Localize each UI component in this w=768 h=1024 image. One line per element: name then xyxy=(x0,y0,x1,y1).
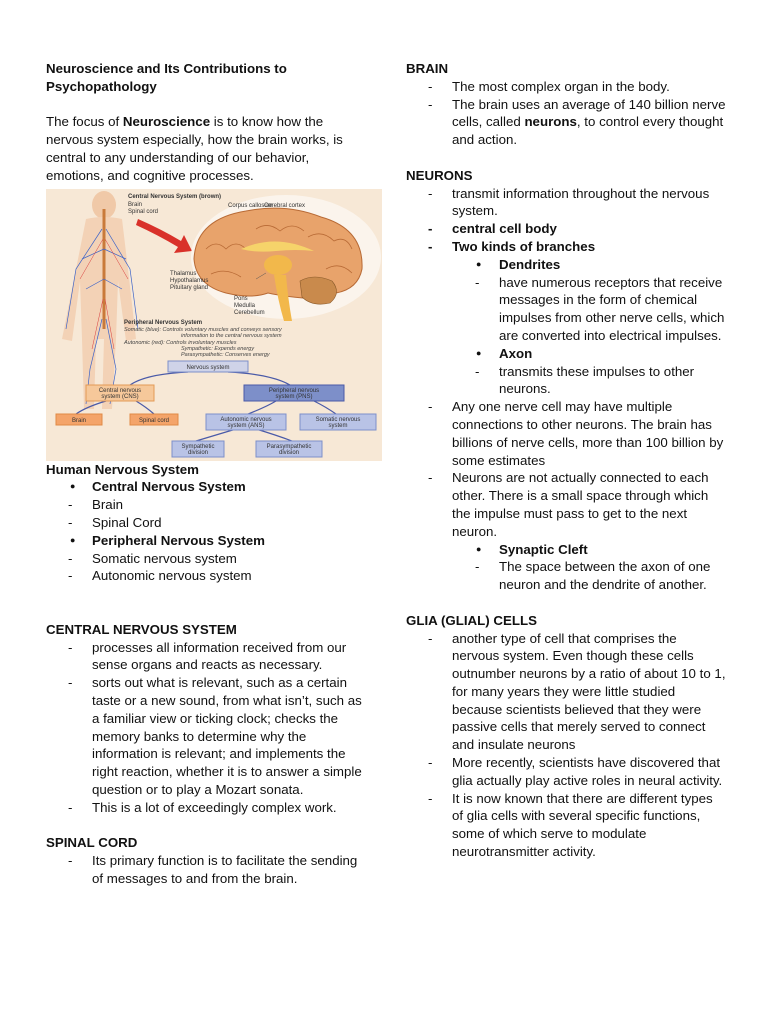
list-item: - More recently, scientists have discovered that glia actually play active roles in neural activity. xyxy=(406,754,726,790)
list-item: ● Synaptic Cleft xyxy=(406,541,726,559)
list-item: - central cell body xyxy=(406,220,726,238)
pituitary-label: Pituitary gland xyxy=(170,284,209,291)
somatic-description-line-1: Somatic (blue): Controls voluntary muscles and conveys sensory xyxy=(124,326,282,333)
pns-box-label-1: Peripheral nervous xyxy=(268,387,320,394)
flowchart-connectors xyxy=(76,372,336,441)
cns-box-label-1: Central nervous xyxy=(98,387,142,394)
intro-text: The focus of xyxy=(46,114,123,130)
list-item: - Spinal Cord xyxy=(46,514,366,532)
autonomic-description-line-2: Sympathetic: Expends energy xyxy=(181,345,255,352)
brain-heading: BRAIN xyxy=(406,61,449,76)
list-item: - Brain xyxy=(46,496,366,514)
list-item: - transmits these impulses to other neurons. xyxy=(406,363,726,399)
medulla-label: Medulla xyxy=(234,302,256,309)
title-line-1: Neuroscience and Its Contributions to xyxy=(46,61,287,76)
list-item: - Neurons are not actually connected to each other. There is a small space through which the impulse must pass to get to the next neuron. xyxy=(406,469,726,540)
sympathetic-box-label-2: division xyxy=(187,449,209,456)
list-item: - The space between the axon of one neuron and the dendrite of another. xyxy=(406,558,726,594)
somatic-description-line-2: information to the central nervous system xyxy=(181,332,282,339)
glia-heading: GLIA (GLIAL) CELLS xyxy=(406,612,537,628)
thalamus-label: Thalamus xyxy=(170,270,197,277)
human-nervous-system-heading: Human Nervous System xyxy=(46,461,199,477)
cns-figure-title: Central Nervous System (brown) xyxy=(128,193,222,200)
title-line-2: Psychopathology xyxy=(46,78,157,94)
nervous-system-illustration xyxy=(46,189,382,461)
neurons-list xyxy=(406,185,726,594)
autonomic-description-line-3: Parasympathetic: Conserves energy xyxy=(181,351,270,358)
human-body-illustration xyxy=(62,191,138,409)
cerebellum-label: Cerebellum xyxy=(234,309,265,316)
list-item: - This is a lot of exceedingly complex work. xyxy=(46,799,366,817)
brain-label: Brain xyxy=(128,201,143,208)
list-item: - Its primary function is to facilitate the sending of messages to and from the brain. xyxy=(46,852,366,888)
left-column xyxy=(46,60,366,888)
brain-box-label: Brain xyxy=(71,417,87,424)
pns-figure-title: Peripheral Nervous System xyxy=(124,319,203,326)
autonomic-description-line-1: Autonomic (red): Controls involuntary muscles xyxy=(124,339,237,346)
hypothalamus-label: Hypothalamus xyxy=(170,277,209,284)
corpus-callosum-label: Corpus callosum xyxy=(228,202,273,209)
list-item: ● Central Nervous System xyxy=(46,478,366,496)
intro-paragraph xyxy=(46,113,366,184)
brain-list xyxy=(406,78,726,149)
cns-list xyxy=(46,639,366,817)
somatic-box-label-1: Somatic nervous xyxy=(315,416,361,423)
list-item: ● Axon xyxy=(406,345,726,363)
ans-box-label-1: Autonomic nervous xyxy=(220,416,272,423)
spinal-cord-label: Spinal cord xyxy=(128,208,159,215)
list-item: - another type of cell that comprises the nervous system. Even though these cells outnumber neurons by a ratio of about 10 to 1, for many years they were little studied because scientists believed that they were passive cells that merely served to connect and insulate neurons xyxy=(406,630,726,755)
pns-box-label-2: system (PNS) xyxy=(275,393,313,400)
nervous-system-box-label: Nervous system xyxy=(186,364,230,371)
nervous-system-figure xyxy=(46,189,382,461)
list-item-text-rest: , to control every thought and action. xyxy=(452,114,724,148)
cerebral-cortex-label: Cerebral cortex xyxy=(264,202,306,209)
list-item: - The most complex organ in the body. xyxy=(406,78,726,96)
list-item: - Somatic nervous system xyxy=(46,550,366,568)
brain-illustration xyxy=(191,195,381,321)
list-item: - Any one nerve cell may have multiple connections to other neurons. The brain has billions of nerve cells, more than 100 billion by some estimates xyxy=(406,398,726,469)
intro-bold-term: Neuroscience xyxy=(122,114,211,130)
somatic-box-label-2: system xyxy=(328,422,348,429)
glia-list xyxy=(406,630,726,861)
list-item: - processes all information received from our sense organs and reacts as necessary. xyxy=(46,639,366,675)
sympathetic-box-label-1: Sympathetic xyxy=(181,443,215,450)
spinal-cord-box-label: Spinal cord xyxy=(138,417,170,424)
document-title xyxy=(46,60,366,96)
arrow-icon xyxy=(136,219,192,253)
pons-label: Pons xyxy=(234,295,248,302)
list-item: - have numerous receptors that receive messages in the form of chemical impulses from other nerve cells, which are converted into electrical impulses. xyxy=(406,274,726,345)
parasympathetic-box-label-2: division xyxy=(278,449,300,456)
ans-box-label-2: system (ANS) xyxy=(227,422,265,429)
parasympathetic-box-label-1: Parasympathetic xyxy=(266,443,312,450)
list-item xyxy=(406,96,726,149)
right-column xyxy=(406,60,726,861)
spinal-cord-heading: SPINAL CORD xyxy=(46,835,138,851)
list-item-text: The brain uses an average of 140 billion nerve cells, called xyxy=(452,96,726,130)
list-item: - It is now known that there are different types of glia cells with several specific functions, some of which serve to modulate neurotransmitter activity. xyxy=(406,790,726,861)
list-item: - Two kinds of branches xyxy=(406,238,726,256)
human-nervous-system-list xyxy=(46,478,366,585)
list-item: - Autonomic nervous system xyxy=(46,567,366,585)
cns-heading: CENTRAL NERVOUS SYSTEM xyxy=(46,621,237,637)
neurons-heading: NEURONS xyxy=(406,167,473,183)
neurons-bold-term: neurons xyxy=(524,114,577,130)
list-item: ● Peripheral Nervous System xyxy=(46,532,366,550)
list-item: ● Dendrites xyxy=(406,256,726,274)
spinal-cord-list xyxy=(46,852,366,888)
list-item: - sorts out what is relevant, such as a certain taste or a new sound, from what isn’t, such as a familiar view or ticking clock; checks the memory banks to determine why the information is relevant; and implements the right reaction, whether it is to answer a simple question or to play a Mozart sonata. xyxy=(46,674,366,799)
cns-box-label-2: system (CNS) xyxy=(101,393,139,400)
list-item: - transmit information throughout the nervous system. xyxy=(406,185,726,221)
intro-text-rest: is to know how the nervous system especially, how the brain works, is central to any understanding of our behavior, emotions, and cognitive processes. xyxy=(46,114,343,183)
